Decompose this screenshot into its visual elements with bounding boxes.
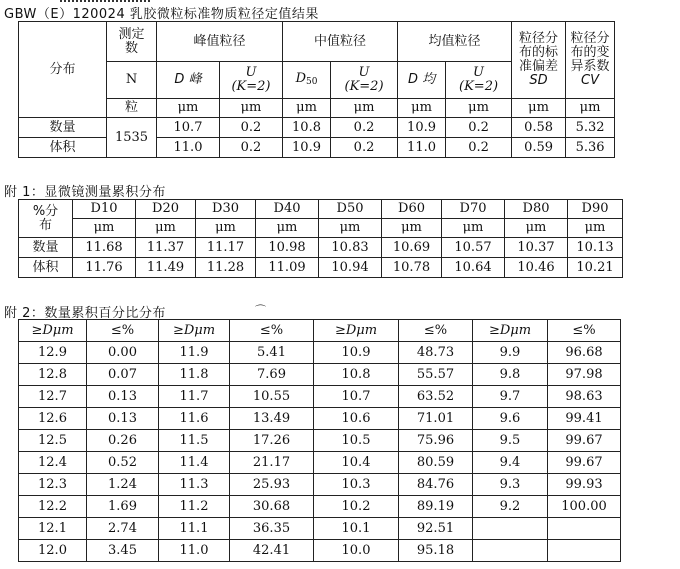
unit-cell: μm [283, 99, 331, 118]
unit-cell: μm [398, 99, 446, 118]
value-cell: 11.17 [196, 238, 256, 258]
percent-header: ≤% [230, 320, 314, 342]
appendix-1-caption: 附 1：显微镜测量累积分布 [4, 185, 166, 200]
diameter-cell: 11.5 [159, 430, 230, 452]
diameter-cell: 9.9 [473, 342, 548, 364]
value-cell: 11.49 [136, 258, 196, 278]
value-cell: 0.2 [220, 118, 283, 138]
diameter-cell [473, 540, 548, 562]
percent-cell: 25.93 [230, 474, 314, 496]
mean-u-header: U (K=2) [446, 62, 512, 99]
diameter-cell: 12.7 [19, 386, 87, 408]
diameter-cell: 10.2 [314, 496, 399, 518]
table-row [19, 408, 621, 430]
diameter-cell: 11.8 [159, 364, 230, 386]
value-cell: 10.69 [382, 238, 442, 258]
percent-cell: 1.69 [87, 496, 159, 518]
percent-cell: 92.51 [399, 518, 473, 540]
table-row [19, 342, 621, 364]
percent-cell: 98.63 [548, 386, 621, 408]
percent-cell: 0.13 [87, 408, 159, 430]
percent-cell: 97.98 [548, 364, 621, 386]
value-cell: 11.68 [73, 238, 136, 258]
diameter-cell: 12.9 [19, 342, 87, 364]
value-cell: 10.78 [382, 258, 442, 278]
value-cell: 10.64 [442, 258, 505, 278]
diameter-cell: 11.3 [159, 474, 230, 496]
count-header: 测定 数 [107, 22, 157, 62]
mean-size-header: 均值粒径 [398, 22, 512, 62]
diameter-cell: 11.9 [159, 342, 230, 364]
value-cell: 11.28 [196, 258, 256, 278]
value-cell: 10.8 [283, 118, 331, 138]
percent-cell: 0.13 [87, 386, 159, 408]
page-title: GBW（E）120024 乳胶微粒标准物质粒径定值结果 [4, 7, 319, 22]
value-cell: 10.9 [398, 118, 446, 138]
unit-cell: μm [512, 99, 566, 118]
diameter-cell: 11.0 [159, 540, 230, 562]
value-cell: 11.76 [73, 258, 136, 278]
peak-u-header: U (K=2) [220, 62, 283, 99]
diameter-cell: 12.8 [19, 364, 87, 386]
percent-cell: 2.74 [87, 518, 159, 540]
diameter-header: ≥Dμm [314, 320, 399, 342]
value-cell: 10.21 [568, 258, 623, 278]
percent-cell: 1.24 [87, 474, 159, 496]
appendix-2-caption: 附 2：数量累积百分比分布 [4, 306, 166, 321]
unit-cell: μm [568, 219, 623, 238]
value-cell: 11.0 [398, 138, 446, 158]
percent-cell: 55.57 [399, 364, 473, 386]
diameter-cell: 10.4 [314, 452, 399, 474]
distribution-header: 分布 [19, 22, 107, 118]
table-row [19, 496, 621, 518]
unit-cell: μm [505, 219, 568, 238]
d-header: D90 [568, 200, 623, 219]
unit-cell: μm [73, 219, 136, 238]
percent-cell: 89.19 [399, 496, 473, 518]
percent-cell: 99.67 [548, 430, 621, 452]
table-row [19, 258, 623, 278]
number-cumulative-table [18, 319, 621, 562]
n-unit: 粒 [107, 99, 157, 118]
row-label: 数量 [19, 238, 73, 258]
percent-cell: 75.96 [399, 430, 473, 452]
unit-cell: μm [319, 219, 382, 238]
peak-d-header: D 峰 [157, 62, 220, 99]
corner-header: %分 布 [19, 200, 73, 238]
diameter-cell: 10.5 [314, 430, 399, 452]
cv-header: 粒径分 布的变 异系数 CV [566, 22, 615, 99]
percent-cell: 30.68 [230, 496, 314, 518]
value-cell: 10.37 [505, 238, 568, 258]
mean-d-header: D 均 [398, 62, 446, 99]
percent-cell: 80.59 [399, 452, 473, 474]
n-symbol: N [107, 62, 157, 99]
value-cell: 0.2 [446, 118, 512, 138]
diameter-cell: 10.0 [314, 540, 399, 562]
median-u-header: U (K=2) [331, 62, 398, 99]
percent-cell: 10.55 [230, 386, 314, 408]
percent-cell: 99.93 [548, 474, 621, 496]
microscopy-cumulative-table [18, 199, 623, 278]
percent-cell: 13.49 [230, 408, 314, 430]
unit-cell: μm [196, 219, 256, 238]
value-cell: 11.0 [157, 138, 220, 158]
value-cell: 10.98 [256, 238, 319, 258]
percent-cell: 99.41 [548, 408, 621, 430]
percent-cell: 42.41 [230, 540, 314, 562]
percent-cell: 0.52 [87, 452, 159, 474]
percent-cell: 95.18 [399, 540, 473, 562]
row-label: 体积 [19, 138, 107, 158]
value-cell: 0.2 [331, 138, 398, 158]
value-cell: 0.2 [220, 138, 283, 158]
unit-cell: μm [331, 99, 398, 118]
diameter-cell: 12.5 [19, 430, 87, 452]
value-cell: 11.37 [136, 238, 196, 258]
diameter-cell: 11.2 [159, 496, 230, 518]
percent-cell [548, 518, 621, 540]
table-row [19, 430, 621, 452]
diameter-cell: 12.6 [19, 408, 87, 430]
value-cell: 0.2 [446, 138, 512, 158]
d-header: D70 [442, 200, 505, 219]
percent-cell: 3.45 [87, 540, 159, 562]
value-cell: 0.2 [331, 118, 398, 138]
unit-cell: μm [220, 99, 283, 118]
diameter-cell: 9.6 [473, 408, 548, 430]
percent-cell: 0.26 [87, 430, 159, 452]
percent-cell: 84.76 [399, 474, 473, 496]
percent-cell: 0.00 [87, 342, 159, 364]
percent-cell: 48.73 [399, 342, 473, 364]
unit-cell: μm [256, 219, 319, 238]
table-row [19, 452, 621, 474]
diameter-cell: 11.4 [159, 452, 230, 474]
percent-cell: 100.00 [548, 496, 621, 518]
percent-header: ≤% [548, 320, 621, 342]
count-value: 1535 [107, 118, 157, 158]
diameter-cell: 12.2 [19, 496, 87, 518]
value-cell: 10.13 [568, 238, 623, 258]
diameter-cell: 12.4 [19, 452, 87, 474]
percent-cell: 0.07 [87, 364, 159, 386]
percent-cell: 63.52 [399, 386, 473, 408]
value-cell: 10.9 [283, 138, 331, 158]
diameter-cell: 9.7 [473, 386, 548, 408]
table-row [19, 118, 615, 138]
diameter-cell: 10.7 [314, 386, 399, 408]
diameter-cell: 9.8 [473, 364, 548, 386]
unit-cell: μm [382, 219, 442, 238]
value-cell: 10.7 [157, 118, 220, 138]
median-size-header: 中值粒径 [283, 22, 398, 62]
diameter-cell: 10.9 [314, 342, 399, 364]
row-label: 数量 [19, 118, 107, 138]
unit-cell: μm [136, 219, 196, 238]
percent-cell: 99.67 [548, 452, 621, 474]
percent-header: ≤% [87, 320, 159, 342]
diameter-header: ≥Dμm [159, 320, 230, 342]
sd-header: 粒径分 布的标 准偏差 SD [512, 22, 566, 99]
diameter-header: ≥Dμm [19, 320, 87, 342]
d-header: D20 [136, 200, 196, 219]
value-cell: 11.09 [256, 258, 319, 278]
percent-cell: 21.17 [230, 452, 314, 474]
percent-cell: 7.69 [230, 364, 314, 386]
percent-cell: 5.41 [230, 342, 314, 364]
d-header: D10 [73, 200, 136, 219]
handwritten-mark: ⌒ [255, 304, 266, 317]
value-cell: 10.57 [442, 238, 505, 258]
value-cell: 5.32 [566, 118, 615, 138]
value-cell: 0.58 [512, 118, 566, 138]
unit-cell: μm [446, 99, 512, 118]
percent-header: ≤% [399, 320, 473, 342]
peak-size-header: 峰值粒径 [157, 22, 283, 62]
d-header: D40 [256, 200, 319, 219]
diameter-cell: 9.4 [473, 452, 548, 474]
table-row [19, 238, 623, 258]
table-row [19, 364, 621, 386]
diameter-cell: 9.2 [473, 496, 548, 518]
diameter-cell: 9.3 [473, 474, 548, 496]
row-label: 体积 [19, 258, 73, 278]
d-header: D50 [319, 200, 382, 219]
diameter-cell: 9.5 [473, 430, 548, 452]
value-cell: 5.36 [566, 138, 615, 158]
percent-cell [548, 540, 621, 562]
value-cell: 10.46 [505, 258, 568, 278]
d-header: D80 [505, 200, 568, 219]
diameter-cell: 10.1 [314, 518, 399, 540]
percent-cell: 71.01 [399, 408, 473, 430]
diameter-cell: 10.8 [314, 364, 399, 386]
header-row [19, 320, 621, 342]
diameter-cell: 11.6 [159, 408, 230, 430]
unit-cell: μm [566, 99, 615, 118]
table-row [19, 386, 621, 408]
percent-cell: 36.35 [230, 518, 314, 540]
unit-cell: μm [157, 99, 220, 118]
value-cell: 0.59 [512, 138, 566, 158]
table-row [19, 518, 621, 540]
certification-results-table [18, 21, 615, 158]
diameter-header: ≥Dμm [473, 320, 548, 342]
d-header: D30 [196, 200, 256, 219]
diameter-cell: 11.1 [159, 518, 230, 540]
value-cell: 10.83 [319, 238, 382, 258]
diameter-cell: 12.3 [19, 474, 87, 496]
value-cell: 10.94 [319, 258, 382, 278]
diameter-cell: 12.0 [19, 540, 87, 562]
d-header: D60 [382, 200, 442, 219]
diameter-cell: 11.7 [159, 386, 230, 408]
diameter-cell: 10.6 [314, 408, 399, 430]
table-row [19, 474, 621, 496]
percent-cell: 96.68 [548, 342, 621, 364]
median-d-header: $D_{50}$ [283, 62, 331, 99]
diameter-cell [473, 518, 548, 540]
diameter-cell: 12.1 [19, 518, 87, 540]
diameter-cell: 10.3 [314, 474, 399, 496]
unit-cell: μm [442, 219, 505, 238]
table-row [19, 540, 621, 562]
percent-cell: 17.26 [230, 430, 314, 452]
